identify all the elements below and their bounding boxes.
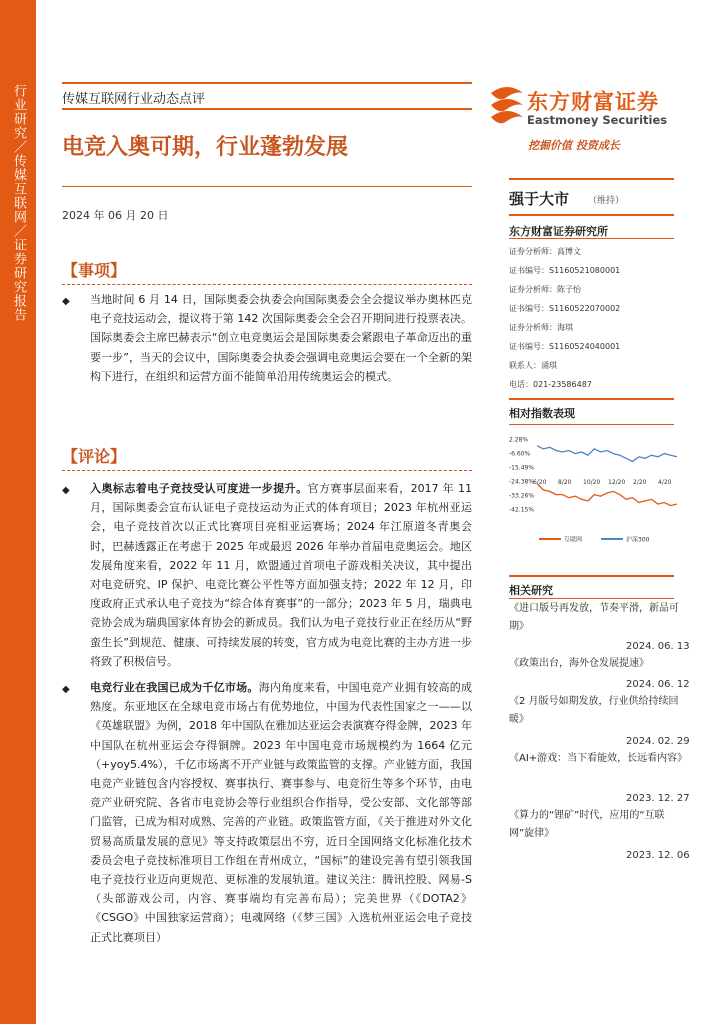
bullet-icon: ◆: [62, 684, 70, 695]
y-tick-label: -15.49%: [509, 464, 535, 472]
analyst-line: 电话：021-23586487: [509, 380, 592, 389]
comment-point-1: [90, 479, 472, 671]
institute-top-rule: [509, 214, 674, 216]
rating-top-rule: [509, 178, 674, 180]
header-top-rule: [62, 82, 472, 84]
related-item-date: 2023. 12. 27: [626, 793, 690, 804]
legend-label: 沪深300: [626, 536, 650, 544]
page-title: 电竞入奥可期，行业蓬勃发展: [62, 135, 349, 160]
related-item-date: 2024. 06. 13: [626, 641, 690, 652]
related-title: 相关研究: [509, 584, 553, 597]
event-paragraph: 当地时间 6 月 14 日，国际奥委会执委会向国际奥委会全会提议举办奥林匹克电子竞技运动会，提议将于第 142 次国际奥委会全会召开期间进行投票表决。国际奥委会主席巴赫表示“创立电竞奥运会是国际奥委会紧跟电子革命迈出的重要一步”，当天的会议中，国际奥委会执委会强调电竞奥运会要在一个全新的架构下进行，在组织和运营方面不能简单沿用传统奥运会的模式。: [90, 293, 472, 383]
related-item-date: 2024. 06. 12: [626, 679, 690, 690]
section-comment-rule: [62, 470, 472, 471]
analyst-line: 证券分析师：海琪: [509, 323, 573, 332]
relative-index-chart: [509, 433, 679, 551]
x-tick-label: 8/20: [558, 479, 572, 487]
section-comment-label: 【评论】: [62, 447, 127, 466]
comment-point-2-text: 海内角度来看，中国电竞产业拥有较高的成熟度。东亚地区在全球电竞市场占有优势地位，中国为代表性国家之一——以《英雄联盟》为例，2018 年中国队在雅加达亚运会表演赛夺得金牌，2023 年中国队在杭州亚运会夺得铜牌。2023 年中国电竞市场规模约为 1664 亿元（+yoy5.4%），千亿市场离不开产业链与政策监管的支撑。产业链方面，我国电竞产业链包含内容授权、赛事执行、赛事参与、电竞衍生等多个环节，由电竞产业研究院、各省市电竞协会等行业组织合作指导，受公安部、文化部等部门监管，已成为相对成熟、完善的产业链。政策监管方面，《关于推进对外文化贸易高质量发展的意见》等支持政策层出不穷，近日全国网络文化标准化技术委员会电子竞技标准项目工作组在青州成立，“国标”的建设完善有望引领我国电子竞技行业迈向更规范、更标准的发展轨道。建议关注：腾讯控股、网易-S（头部游戏公司，内容、赛事端均有完善布局）；完美世界（《DOTA2》《CSGO》中国独家运营商）；电魂网络（《梦三国》入选杭州亚运会电子竞技正式比赛项目）: [90, 681, 473, 944]
section-event-label: 【事项】: [62, 261, 127, 280]
x-tick-label: 12/20: [608, 479, 626, 487]
y-tick-label: -42.15%: [509, 506, 535, 514]
x-tick-label: 2/20: [633, 479, 647, 487]
related-item-title[interactable]: 《2 月版号如期发放，行业供给持续回暖》: [509, 696, 679, 725]
section-comment-heading: [62, 444, 472, 468]
header-mid-rule: [62, 108, 472, 110]
doc-type: 传媒互联网行业动态点评: [62, 92, 206, 107]
related-rule: [509, 598, 674, 599]
y-tick-label: -33.26%: [509, 492, 535, 500]
comment-point-2-lead: 电竞行业在我国已成为千亿市场。: [90, 681, 259, 694]
brand-name-cn: 东方财富证券: [527, 90, 659, 114]
y-tick-label: -24.38%: [509, 478, 535, 486]
legend-label: 互联网: [564, 536, 583, 544]
series-line-internet: [537, 484, 677, 506]
comment-point-1-text: 官方赛事层面来看，2017 年 11 月，国际奥委会宣布认证电子竞技运动为正式的体育项目；2023 年杭州亚运会，电子竞技首次以正式比赛项目亮相亚运赛场；2024 年江原道冬青奥会时，巴赫透露正在考虑于 2025 年或最迟 2026 年举办首届电竞奥运会。地区发展角度来看，2022 年 11 月，欧盟通过首项电子游戏相关决议，其中提出对电竞研究、IP 保护、电竞比赛公平性等方面加强支持；2022 年 12 月，印度政府正式承认电子竞技为“综合体育赛事”的一部分；2023 年 5 月，瑞典电竞协会成为瑞典国家体育协会的新成员。我们认为电子竞技行业正在经历从“野蛮生长”到规范、健康、可持续发展的转变，官方成为电竞比赛的主办方进一步将致了积极信号。: [90, 482, 473, 668]
analyst-line: 证书编号：S1160522070002: [509, 304, 621, 313]
y-tick-label: 2.28%: [509, 436, 529, 444]
x-tick-label: 10/20: [583, 479, 601, 487]
title-rule: [62, 186, 472, 187]
analyst-line: 联系人：涌琪: [509, 361, 557, 370]
report-date: 2024 年 06 月 20 日: [62, 209, 169, 222]
sidebar-category: 行业研究／传媒互联网／证券研究报告: [11, 84, 26, 322]
chart-title: 相对指数表现: [509, 407, 575, 420]
related-item-title[interactable]: 《政策出台，海外仓发展提速》: [509, 658, 649, 669]
bullet-icon: ◆: [62, 485, 70, 496]
chart-title-rule: [509, 424, 674, 425]
related-item-title[interactable]: 《进口版号再发放，节奏平滑，新品可期》: [509, 603, 679, 632]
analyst-line: 证书编号：S1160521080001: [509, 266, 621, 275]
rating: 强于大市: [509, 190, 570, 208]
brand-name-en: Eastmoney Securities: [527, 113, 668, 127]
related-item-title[interactable]: 《AI+游戏：当下看能效，长远看内容》: [509, 753, 688, 764]
section-event-heading: [62, 258, 472, 282]
comment-point-1-lead: 入奥标志着电子竞技受认可度进一步提升。: [90, 482, 308, 495]
bullet-icon: ◆: [62, 296, 70, 307]
brand-slogan: 挖掘价值 投资成长: [528, 139, 620, 152]
series-line-csi300: [537, 446, 677, 462]
section-event-rule: [62, 284, 472, 285]
x-tick-label: 4/20: [658, 479, 672, 487]
analyst-line: 证书编号：S1160524040001: [509, 342, 621, 351]
comment-point-2: [90, 678, 472, 947]
x-tick-label: 6/20: [533, 479, 547, 487]
chart-top-rule: [509, 398, 674, 400]
analyst-line: 证券分析师：高博文: [509, 247, 581, 256]
institute-rule: [509, 238, 674, 239]
rating-note: （维持）: [588, 196, 625, 206]
analyst-line: 证券分析师：陈子怡: [509, 285, 581, 294]
related-item-date: 2024. 02. 29: [626, 736, 690, 747]
related-item-date: 2023. 12. 06: [626, 850, 690, 861]
y-tick-label: -6.60%: [509, 450, 531, 458]
related-top-rule: [509, 575, 674, 577]
institute-name: 东方财富证券研究所: [509, 225, 608, 238]
related-item-title[interactable]: 《算力的“锂矿”时代，应用的“互联网”旋律》: [509, 810, 665, 839]
